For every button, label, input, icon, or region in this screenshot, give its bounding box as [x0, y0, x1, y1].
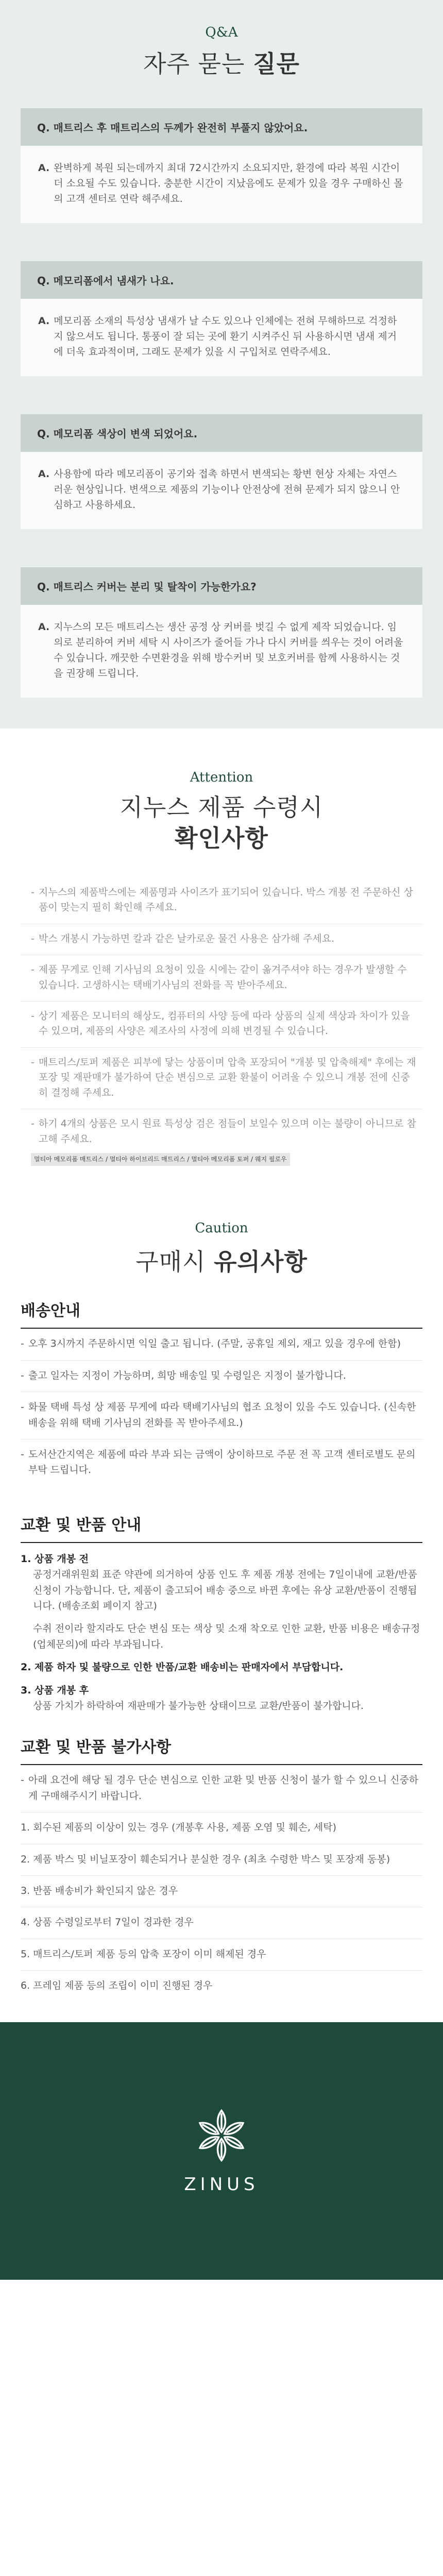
product-tag: 멀티아 메모리폼 매트리스 / 멀티아 하이브리드 매트리스 / 멀티아 메모리폼 토퍼 / 웨지 필로우 [31, 1153, 290, 1166]
qa-item [21, 414, 422, 529]
list-item-text: 도서산간지역은 제품에 따라 부과 되는 금액이 상이하므로 주문 전 꼭 고객 센터로별도 문의 부탁 드립니다. [28, 1449, 416, 1476]
list-item-text: 박스 개봉시 가능하면 칼과 같은 날카로운 물건 사용은 삼가해 주세요. [38, 933, 335, 944]
list-item [21, 924, 422, 955]
qa-eyebrow: Q&A [205, 25, 238, 40]
qa-list [21, 108, 422, 698]
list-item-head: 2. 제품 하자 및 불량으로 인한 반품/교환 배송비는 판매자에서 부담합니다. [21, 1662, 344, 1673]
list-item-text: 제품 박스 및 비닐포장이 훼손되거나 분실한 경우 (최초 수령한 박스 및 포장재 동봉) [33, 1853, 390, 1865]
nonrefund-list [21, 1765, 422, 2002]
list-item-number: 1. [21, 1822, 30, 1834]
list-item [21, 1683, 422, 1714]
dash-bullet: - [31, 964, 35, 976]
list-item [21, 1329, 422, 1360]
list-item [21, 1392, 422, 1439]
exchange-list [21, 1543, 422, 1714]
list-item [21, 1765, 422, 1812]
brand-footer [0, 2022, 443, 2280]
list-item [21, 1439, 422, 1486]
attention-section [0, 728, 443, 1190]
list-item-text: 아래 요건에 해당 될 경우 단순 변심으로 인한 교환 및 반품 신청이 불가 할 수 있으니 신중하게 구매해주시기 바랍니다. [28, 1774, 419, 1802]
list-item [21, 1971, 422, 2002]
list-item-text: 하기 4개의 상품은 모시 원료 특성상 검은 점들이 보일수 있으며 이는 불량이 아니므로 참고해 주세요. [38, 1118, 416, 1145]
list-item-body: 공정거래위원회 표준 약관에 의거하여 상품 인도 후 제품 개봉 전에는 7일이내에 교환/반품 신청이 가능합니다. 단, 제품이 출고되어 배송 중으로 바뀐 후에는 유상 교환/반품이 진행됩니다. (배송조회 페이지 참고) [33, 1569, 417, 1612]
list-item-extra: 수취 전이라 할지라도 단순 변심 또는 색상 및 소재 착오로 인한 교환, 반품 비용은 배송규정(업체문의)에 따라 부과됩니다. [33, 1623, 420, 1650]
list-item [21, 1551, 422, 1652]
list-item [21, 955, 422, 1002]
list-item [21, 1048, 422, 1109]
dash-bullet: - [21, 1449, 24, 1461]
caution-eyebrow: Caution [195, 1221, 248, 1236]
qa-title [21, 45, 422, 79]
list-item-body: 상품 가치가 하락하여 재판매가 불가능한 상태이므로 교환/반품이 불가합니다. [33, 1700, 364, 1711]
dash-bullet: - [21, 1774, 24, 1786]
answer [21, 299, 422, 376]
answer [21, 146, 422, 223]
caution-section [0, 1190, 443, 2022]
list-item-text: 회수된 제품의 이상이 있는 경우 (개봉후 사용, 제품 오염 및 훼손, 세탁) [33, 1822, 337, 1834]
qa-section [0, 0, 443, 728]
list-item-text: 프레임 제품 등의 조립이 이미 진행된 경우 [33, 1980, 213, 1992]
list-item-number: 3. [21, 1885, 30, 1896]
dash-bullet: - [31, 1056, 35, 1068]
list-item-number: 6. [21, 1980, 30, 1992]
answer [21, 452, 422, 529]
list-item [21, 1659, 422, 1675]
dash-bullet: - [31, 886, 35, 898]
dash-bullet: - [21, 1338, 24, 1350]
attention-title [21, 792, 422, 854]
dash-bullet: - [31, 1118, 35, 1130]
list-item-head: 3. 상품 개봉 후 [21, 1684, 89, 1696]
list-item-text: 매트리스/토퍼 제품 등의 압축 포장이 이미 해제된 경우 [33, 1948, 266, 1960]
list-item-text: 반품 배송비가 확인되지 않은 경우 [33, 1885, 178, 1896]
list-item [21, 878, 422, 924]
attention-title-line1: 지누스 제품 수령시 [120, 793, 323, 822]
list-item-text: 지누스의 제품박스에는 제품명과 사이즈가 표기되어 있습니다. 박스 개봉 전 주문하신 상품이 맞는지 필히 확인해 주세요. [38, 886, 414, 913]
list-item-number: 4. [21, 1917, 30, 1928]
list-item [21, 1002, 422, 1048]
list-item-head: 1. 상품 개봉 전 [21, 1553, 89, 1565]
tag-row [31, 1151, 417, 1166]
zinus-leaf-logo-icon [193, 2107, 250, 2164]
list-item [21, 1844, 422, 1876]
exchange-heading: 교환 및 반품 안내 [21, 1512, 422, 1543]
list-item-text: 오후 3시까지 주문하시면 익일 출고 됩니다. (주말, 공휴일 제외, 재고 있을 경우에 한함) [28, 1338, 401, 1350]
answer-text: 메모리폼 소재의 특성상 냄새가 날 수도 있으나 인체에는 전혀 무해하므로 걱정하지 않으셔도 됩니다. 통풍이 잘 되는 곳에 환기 시켜주신 뒤 사용하시면 냄새 제거에 더욱 효과적이며, 그래도 문제가 있을 시 구입처로 연락주세요. [54, 315, 397, 358]
list-item [21, 1812, 422, 1844]
dash-bullet: - [21, 1369, 24, 1381]
answer [21, 605, 422, 698]
list-item-text: 상품 수령일로부터 7일이 경과한 경우 [33, 1917, 194, 1928]
attention-eyebrow: Attention [190, 770, 253, 786]
caution-title-bold: 유의사항 [214, 1248, 308, 1276]
qa-title-bold: 질문 [253, 50, 300, 78]
list-item-number: 2. [21, 1853, 30, 1865]
answer-text: 지누스의 모든 매트리스는 생산 공정 상 커버를 벗길 수 없게 제작 되었습니다. 임의로 분리하여 커버 세탁 시 사이즈가 줄어들 가나 다시 커버를 씌우는 것이 어려울 수 있습니다. 깨끗한 수면환경을 위해 방수커버 및 보호커버를 함께 사용하시는 것을 권장해 드립니다. [54, 621, 403, 680]
answer-mark: A. [38, 315, 50, 327]
shipping-list [21, 1329, 422, 1486]
list-item-text: 상기 제품은 모니터의 해상도, 컴퓨터의 사양 등에 따라 상품의 실제 색상과 차이가 있을 수 있으며, 제품의 사양은 제조사의 사정에 의해 변경될 수 있습니다. [38, 1010, 410, 1037]
dash-bullet: - [21, 1401, 24, 1413]
attention-title-line2: 확인사항 [175, 824, 268, 852]
shipping-heading: 배송안내 [21, 1298, 422, 1329]
dash-bullet: - [31, 933, 35, 944]
question: Q. 매트리스 커버는 분리 및 탈착이 가능한가요? [21, 567, 422, 605]
qa-item [21, 108, 422, 223]
answer-text: 완벽하게 복원 되는데까지 최대 72시간까지 소요되지만, 환경에 따라 복원 시간이 더 소요될 수도 있습니다. 충분한 시간이 지났음에도 문제가 있을 경우 구매하신 몰의 고객 센터로 연락 해주세요. [54, 162, 403, 205]
list-item [21, 1907, 422, 1939]
list-item-text: 출고 일자는 지정이 가능하며, 희망 배송일 및 수령일은 지정이 불가합니다. [28, 1369, 346, 1381]
list-item-number: 5. [21, 1948, 30, 1960]
answer-mark: A. [38, 468, 50, 480]
list-item-text: 화물 택배 특성 상 제품 무게에 따라 택배기사님의 협조 요청이 있을 수도 있습니다. (신속한 배송을 위해 택배 기사님의 전화를 꼭 받아주세요.) [28, 1401, 416, 1429]
caution-title-light: 구매시 [135, 1248, 214, 1276]
list-item-text: 매트리스/토퍼 제품은 피부에 닿는 상품이며 압축 포장되어 "개봉 및 압축해제" 후에는 재포장 및 재판매가 불가하여 단순 변심으로 교환 환불이 어려울 수 있으니 개봉 전에 신중히 결정해 주세요. [38, 1056, 416, 1098]
list-item-text: 제품 무게로 인해 기사님의 요청이 있을 시에는 같이 옮겨주셔야 하는 경우가 발생할 수 있습니다. 고생하시는 택배기사님의 전화를 꼭 받아주세요. [38, 964, 407, 991]
question: Q. 메모리폼에서 냄새가 나요. [21, 261, 422, 299]
question: Q. 메모리폼 색상이 변색 되었어요. [21, 414, 422, 452]
list-item [21, 1109, 422, 1174]
list-item [21, 1876, 422, 1907]
brand-name: ZINUS [184, 2174, 259, 2195]
qa-item [21, 261, 422, 376]
attention-list [21, 878, 422, 1175]
dash-bullet: - [31, 1010, 35, 1022]
nonrefund-heading: 교환 및 반품 불가사항 [21, 1734, 422, 1765]
answer-mark: A. [38, 162, 50, 174]
caution-title [21, 1243, 422, 1277]
list-item [21, 1361, 422, 1392]
qa-title-light: 자주 묻는 [143, 50, 253, 78]
answer-text: 사용함에 따라 메모리폼이 공기와 접촉 하면서 변색되는 황변 현상 자체는 자연스러운 현상입니다. 변색으로 제품의 기능이나 안전상에 전혀 문제가 되지 않으니 안심하고 사용하세요. [54, 468, 400, 511]
list-item [21, 1939, 422, 1971]
qa-item [21, 567, 422, 698]
answer-mark: A. [38, 621, 50, 633]
question: Q. 매트리스 후 매트리스의 두께가 완전히 부풀지 않았어요. [21, 108, 422, 146]
